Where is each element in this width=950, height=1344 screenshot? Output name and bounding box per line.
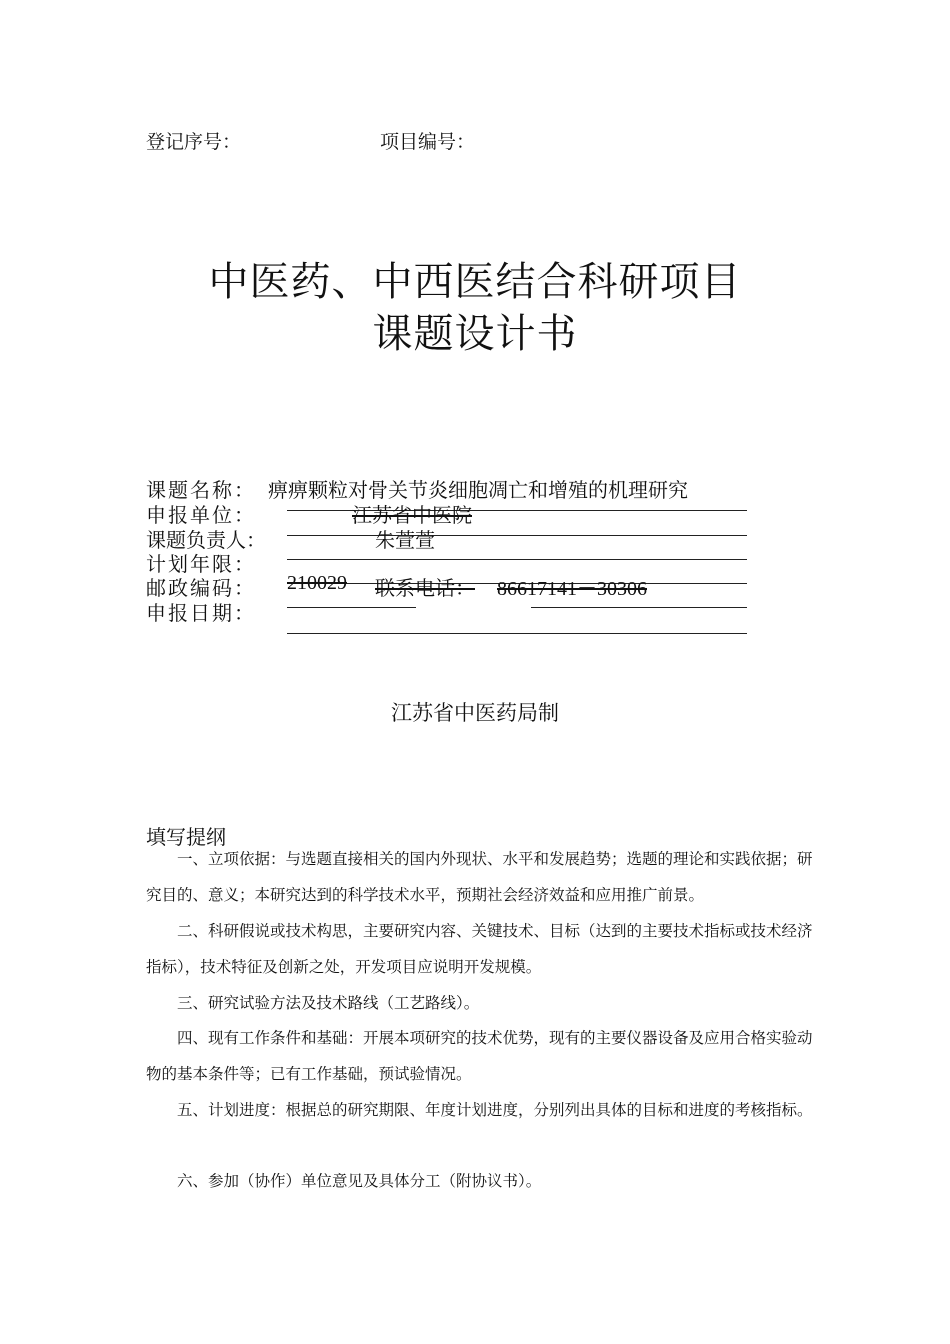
phone-value: 86617141－30306	[497, 578, 647, 600]
leader-value: 朱萱萱	[375, 528, 435, 552]
issuer-text: 江苏省中医药局制	[391, 701, 559, 725]
leader-label: 课题负责人：	[146, 528, 266, 552]
registration-number-label: 登记序号：	[146, 131, 242, 153]
leader-underline	[287, 535, 747, 536]
unit-value: 江苏省中医院	[352, 503, 472, 527]
outline-item-5: 五、计划进度：根据总的研究期限、年度计划进度，分别列出具体的目标和进度的考核指标。	[177, 1101, 813, 1119]
postcode-value: 210029	[287, 572, 347, 594]
extra-underline	[287, 633, 747, 634]
unit-label: 申报单位：	[146, 503, 256, 527]
postcode-label: 邮政编码：	[146, 576, 256, 600]
date-label: 申报日期：	[146, 601, 256, 625]
outline-item-1: 一、立项依据：与选题直接相关的国内外现状、水平和发展趋势；选题的理论和实践依据；研究目的、意义；本研究达到的科学技术水平，预期社会经济效益和应用推广前景。	[146, 850, 813, 904]
document-title-line1: 中医药、中西医结合科研项目	[208, 259, 742, 305]
document-title-line2: 课题设计书	[372, 311, 578, 357]
date-underline-1	[287, 607, 416, 608]
topic-label: 课题名称：	[146, 478, 256, 502]
outline-item-6: 六、参加（协作）单位意见及具体分工（附协议书）。	[177, 1172, 542, 1190]
project-number-label: 项目编号：	[380, 131, 476, 153]
date-underline-2	[531, 607, 747, 608]
outline-heading: 填写提纲	[146, 825, 226, 849]
period-label: 计划年限：	[146, 552, 256, 576]
phone-label: 联系电话：	[375, 576, 475, 600]
outline-item-4: 四、现有工作条件和基础：开展本项研究的技术优势，现有的主要仪器设备及应用合格实验动物的基本条件等；已有工作基础，预试验情况。	[146, 1029, 813, 1083]
topic-value: 痹痹颗粒对骨关节炎细胞凋亡和增殖的机理研究	[268, 478, 688, 502]
period-underline	[287, 559, 747, 560]
outline-item-3: 三、研究试验方法及技术路线（工艺路线）。	[177, 994, 480, 1012]
outline-item-2: 二、科研假说或技术构思，主要研究内容、关键技术、目标（达到的主要技术指标或技术经济指标），技术特征及创新之处，开发项目应说明开发规模。	[146, 922, 813, 976]
